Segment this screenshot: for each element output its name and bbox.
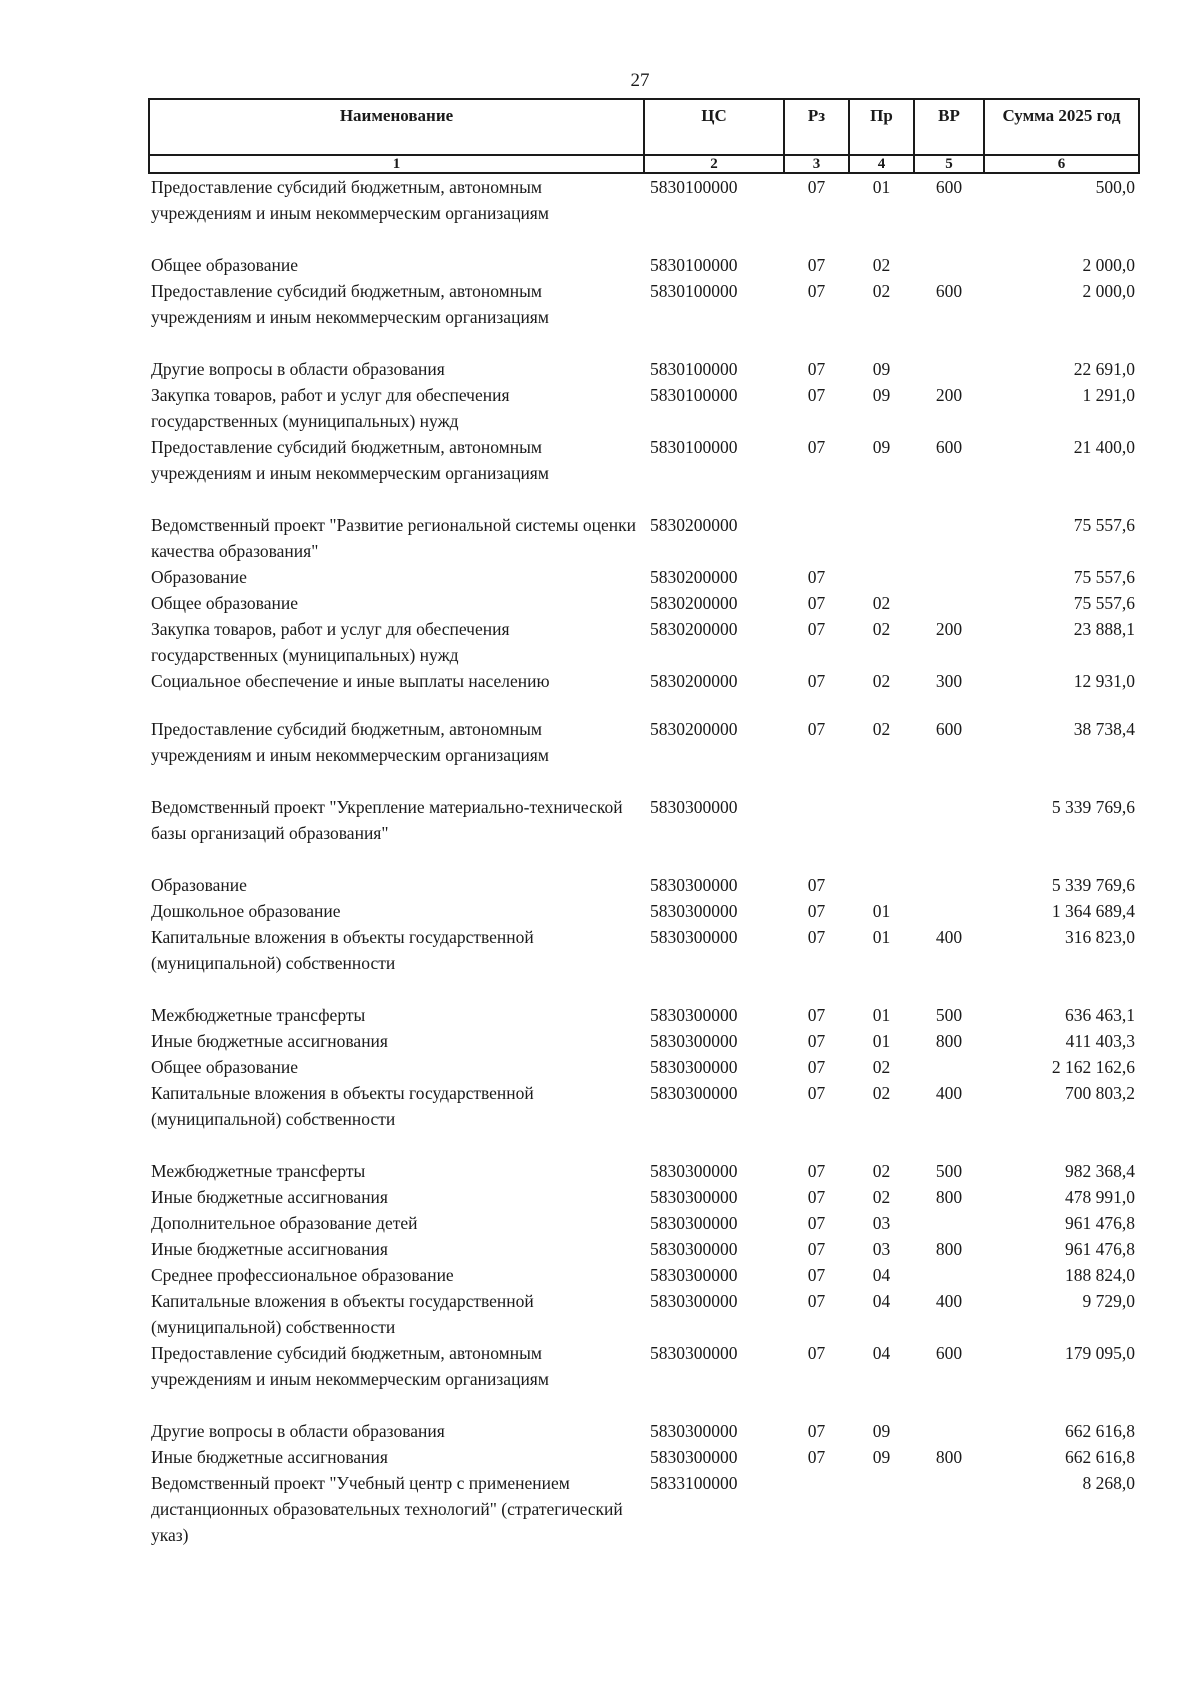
cell-pr: 02	[872, 281, 891, 301]
cell-pr: 01	[872, 927, 891, 947]
cell-sum: 2 000,0	[1082, 281, 1135, 301]
spacer-cell	[149, 226, 1139, 252]
cell-name: Другие вопросы в области образования	[151, 359, 445, 379]
cell-sum: 38 738,4	[1073, 719, 1135, 739]
table-row	[149, 716, 1139, 768]
cell-sum: 500,0	[1095, 177, 1135, 197]
column-number: 4	[849, 155, 914, 173]
cell-vr: 800	[935, 1187, 963, 1207]
cell-name: Закупка товаров, работ и услуг для обеспечения государственных (муниципальных) нужд	[151, 385, 510, 431]
table-row	[149, 1210, 1139, 1236]
cell-rz: 07	[807, 255, 826, 275]
cell-vr: 800	[935, 1239, 963, 1259]
cell-cs: 5830300000	[650, 875, 738, 895]
cell-rz: 07	[807, 1291, 826, 1311]
cell-vr	[914, 1054, 984, 1080]
table-row	[149, 278, 1139, 330]
cell-sum: 411 403,3	[1065, 1031, 1135, 1051]
table-row	[149, 872, 1139, 898]
cell-pr	[849, 564, 914, 590]
cell-pr: 01	[872, 1005, 891, 1025]
cell-vr: 400	[935, 927, 963, 947]
cell-rz: 07	[807, 437, 826, 457]
cell-sum: 2 162 162,6	[1051, 1057, 1135, 1077]
cell-pr: 02	[872, 1161, 891, 1181]
cell-cs: 5830300000	[650, 901, 738, 921]
cell-cs: 5830200000	[650, 593, 738, 613]
table-row	[149, 1418, 1139, 1444]
cell-pr	[849, 794, 914, 846]
column-number: 3	[784, 155, 849, 173]
header-vr: ВР	[914, 99, 984, 155]
cell-name: Иные бюджетные ассигнования	[151, 1447, 388, 1467]
cell-name: Иные бюджетные ассигнования	[151, 1187, 388, 1207]
row-spacer	[149, 486, 1139, 512]
cell-rz: 07	[807, 1187, 826, 1207]
cell-sum: 662 616,8	[1065, 1421, 1135, 1441]
cell-vr	[914, 252, 984, 278]
cell-rz: 07	[807, 1447, 826, 1467]
cell-vr	[914, 356, 984, 382]
cell-name: Капитальные вложения в объекты государственной (муниципальной) собственности	[151, 927, 534, 973]
cell-pr: 02	[872, 255, 891, 275]
row-spacer	[149, 846, 1139, 872]
cell-sum: 636 463,1	[1065, 1005, 1135, 1025]
spacer-cell	[149, 694, 1139, 716]
cell-pr: 04	[872, 1343, 891, 1363]
table-row	[149, 1340, 1139, 1392]
cell-name: Общее образование	[151, 255, 298, 275]
cell-cs: 5830200000	[650, 619, 738, 639]
cell-vr: 400	[935, 1083, 963, 1103]
cell-pr: 01	[872, 177, 891, 197]
table-header	[149, 99, 1139, 173]
row-spacer	[149, 330, 1139, 356]
cell-cs: 5830300000	[650, 1213, 738, 1233]
cell-sum: 316 823,0	[1065, 927, 1135, 947]
cell-name: Капитальные вложения в объекты государственной (муниципальной) собственности	[151, 1291, 534, 1337]
cell-name: Предоставление субсидий бюджетным, автономным учреждениям и иным некоммерческим организациям	[151, 1343, 549, 1389]
cell-sum: 1 291,0	[1082, 385, 1135, 405]
cell-sum: 1 364 689,4	[1051, 901, 1135, 921]
table-row	[149, 1028, 1139, 1054]
spacer-cell	[149, 768, 1139, 794]
cell-vr: 500	[935, 1005, 963, 1025]
table-row	[149, 1444, 1139, 1470]
table-row	[149, 512, 1139, 564]
cell-vr: 500	[935, 1161, 963, 1181]
cell-sum: 478 991,0	[1065, 1187, 1135, 1207]
cell-vr: 800	[935, 1031, 963, 1051]
cell-pr	[849, 512, 914, 564]
table-row	[149, 564, 1139, 590]
cell-cs: 5830200000	[650, 719, 738, 739]
cell-rz: 07	[807, 1005, 826, 1025]
cell-name: Закупка товаров, работ и услуг для обеспечения государственных (муниципальных) нужд	[151, 619, 510, 665]
cell-sum: 961 476,8	[1065, 1213, 1135, 1233]
cell-vr: 600	[935, 1343, 963, 1363]
cell-name: Ведомственный проект "Укрепление материально-технической базы организаций образования"	[151, 797, 623, 843]
cell-rz: 07	[807, 385, 826, 405]
table-row	[149, 924, 1139, 976]
table-row	[149, 1470, 1139, 1548]
cell-name: Капитальные вложения в объекты государственной (муниципальной) собственности	[151, 1083, 534, 1129]
cell-rz: 07	[807, 1213, 826, 1233]
cell-sum: 75 557,6	[1073, 567, 1135, 587]
cell-vr	[914, 1470, 984, 1548]
cell-sum: 5 339 769,6	[1051, 797, 1135, 817]
cell-rz: 07	[807, 567, 826, 587]
cell-pr: 02	[872, 619, 891, 639]
table-row	[149, 1262, 1139, 1288]
cell-rz: 07	[807, 1265, 826, 1285]
table-row	[149, 173, 1139, 226]
cell-rz: 07	[807, 593, 826, 613]
cell-sum: 75 557,6	[1073, 515, 1135, 535]
cell-cs: 5830300000	[650, 1421, 738, 1441]
cell-cs: 5830300000	[650, 1187, 738, 1207]
cell-name: Дополнительное образование детей	[151, 1213, 418, 1233]
cell-name: Социальное обеспечение и иные выплаты населению	[151, 671, 550, 691]
cell-cs: 5830300000	[650, 1265, 738, 1285]
cell-pr: 03	[872, 1239, 891, 1259]
column-number: 5	[914, 155, 984, 173]
column-number: 1	[149, 155, 644, 173]
cell-pr: 03	[872, 1213, 891, 1233]
cell-cs: 5830300000	[650, 797, 738, 817]
cell-vr: 600	[935, 177, 963, 197]
cell-rz: 07	[807, 1031, 826, 1051]
cell-cs: 5830200000	[650, 567, 738, 587]
cell-cs: 5830300000	[650, 1343, 738, 1363]
cell-cs: 5830300000	[650, 927, 738, 947]
cell-name: Ведомственный проект "Развитие региональной системы оценки качества образования"	[151, 515, 636, 561]
cell-pr: 01	[872, 901, 891, 921]
cell-sum: 982 368,4	[1065, 1161, 1135, 1181]
cell-vr: 600	[935, 281, 963, 301]
cell-vr: 200	[935, 619, 963, 639]
cell-sum: 5 339 769,6	[1051, 875, 1135, 895]
cell-rz: 07	[807, 359, 826, 379]
row-spacer	[149, 768, 1139, 794]
cell-name: Межбюджетные трансферты	[151, 1005, 366, 1025]
cell-pr: 02	[872, 719, 891, 739]
table-row	[149, 1002, 1139, 1028]
cell-cs: 5830300000	[650, 1161, 738, 1181]
cell-vr: 600	[935, 719, 963, 739]
column-number: 6	[984, 155, 1139, 173]
table-row	[149, 434, 1139, 486]
cell-name: Общее образование	[151, 593, 298, 613]
cell-pr: 04	[872, 1291, 891, 1311]
spacer-cell	[149, 1132, 1139, 1158]
cell-name: Предоставление субсидий бюджетным, автономным учреждениям и иным некоммерческим организациям	[151, 719, 549, 765]
cell-sum: 12 931,0	[1073, 671, 1135, 691]
table-row	[149, 1184, 1139, 1210]
cell-rz: 07	[807, 875, 826, 895]
table-row	[149, 1158, 1139, 1184]
row-spacer	[149, 694, 1139, 716]
header-pr: Пр	[849, 99, 914, 155]
cell-pr: 02	[872, 671, 891, 691]
cell-rz: 07	[807, 177, 826, 197]
cell-sum: 179 095,0	[1065, 1343, 1135, 1363]
spacer-cell	[149, 486, 1139, 512]
cell-cs: 5830100000	[650, 177, 738, 197]
cell-cs: 5830300000	[650, 1239, 738, 1259]
cell-name: Предоставление субсидий бюджетным, автономным учреждениям и иным некоммерческим организациям	[151, 437, 549, 483]
cell-rz: 07	[807, 1239, 826, 1259]
cell-vr	[914, 512, 984, 564]
cell-vr	[914, 872, 984, 898]
cell-cs: 5830300000	[650, 1031, 738, 1051]
table-row	[149, 356, 1139, 382]
cell-sum: 662 616,8	[1065, 1447, 1135, 1467]
cell-rz: 07	[807, 901, 826, 921]
spacer-cell	[149, 330, 1139, 356]
spacer-cell	[149, 846, 1139, 872]
table-row	[149, 382, 1139, 434]
cell-cs: 5830300000	[650, 1005, 738, 1025]
row-spacer	[149, 1132, 1139, 1158]
cell-cs: 5830300000	[650, 1083, 738, 1103]
cell-cs: 5830100000	[650, 359, 738, 379]
cell-vr	[914, 794, 984, 846]
cell-rz	[784, 794, 849, 846]
cell-vr	[914, 1210, 984, 1236]
cell-pr: 02	[872, 1187, 891, 1207]
cell-vr	[914, 564, 984, 590]
cell-vr	[914, 590, 984, 616]
cell-cs: 5833100000	[650, 1473, 738, 1493]
cell-sum: 188 824,0	[1065, 1265, 1135, 1285]
cell-name: Другие вопросы в области образования	[151, 1421, 445, 1441]
table-row	[149, 616, 1139, 668]
cell-pr: 02	[872, 593, 891, 613]
cell-sum: 961 476,8	[1065, 1239, 1135, 1259]
cell-sum: 2 000,0	[1082, 255, 1135, 275]
budget-table	[148, 98, 1140, 1548]
header-cs: ЦС	[644, 99, 784, 155]
page-number: 27	[630, 70, 650, 91]
row-spacer	[149, 976, 1139, 1002]
header-rz: Рз	[784, 99, 849, 155]
cell-name: Образование	[151, 875, 247, 895]
table-row	[149, 590, 1139, 616]
cell-vr	[914, 1262, 984, 1288]
cell-cs: 5830200000	[650, 515, 738, 535]
cell-sum: 8 268,0	[1082, 1473, 1135, 1493]
table-row	[149, 1288, 1139, 1340]
cell-pr: 02	[872, 1057, 891, 1077]
cell-cs: 5830300000	[650, 1057, 738, 1077]
cell-sum: 21 400,0	[1073, 437, 1135, 457]
cell-cs: 5830100000	[650, 255, 738, 275]
cell-name: Дошкольное образование	[151, 901, 341, 921]
cell-pr: 09	[872, 359, 891, 379]
cell-rz	[784, 1470, 849, 1548]
header-sum: Сумма 2025 год	[984, 99, 1139, 155]
cell-name: Иные бюджетные ассигнования	[151, 1031, 388, 1051]
cell-vr: 600	[935, 437, 963, 457]
cell-name: Межбюджетные трансферты	[151, 1161, 366, 1181]
cell-pr: 02	[872, 1083, 891, 1103]
table-row	[149, 1080, 1139, 1132]
cell-name: Предоставление субсидий бюджетным, автономным учреждениям и иным некоммерческим организациям	[151, 281, 549, 327]
cell-vr: 400	[935, 1291, 963, 1311]
cell-pr: 04	[872, 1265, 891, 1285]
table-body	[149, 173, 1139, 1548]
cell-cs: 5830100000	[650, 437, 738, 457]
column-number: 2	[644, 155, 784, 173]
cell-cs: 5830100000	[650, 281, 738, 301]
cell-cs: 5830300000	[650, 1447, 738, 1467]
cell-rz: 07	[807, 281, 826, 301]
cell-pr: 09	[872, 1447, 891, 1467]
table-row	[149, 1236, 1139, 1262]
cell-vr: 200	[935, 385, 963, 405]
cell-pr: 09	[872, 1421, 891, 1441]
cell-name: Ведомственный проект "Учебный центр с применением дистанционных образовательных технологий" (стратегический указ)	[151, 1473, 623, 1545]
table-row	[149, 794, 1139, 846]
cell-pr: 09	[872, 437, 891, 457]
cell-vr	[914, 898, 984, 924]
cell-rz: 07	[807, 719, 826, 739]
cell-sum: 700 803,2	[1065, 1083, 1135, 1103]
cell-cs: 5830100000	[650, 385, 738, 405]
cell-name: Среднее профессиональное образование	[151, 1265, 454, 1285]
cell-cs: 5830300000	[650, 1291, 738, 1311]
header-name: Наименование	[149, 99, 644, 155]
cell-rz: 07	[807, 1057, 826, 1077]
cell-sum: 9 729,0	[1082, 1291, 1135, 1311]
cell-pr	[849, 1470, 914, 1548]
cell-cs: 5830200000	[650, 671, 738, 691]
cell-pr: 09	[872, 385, 891, 405]
table-row	[149, 668, 1139, 694]
cell-rz: 07	[807, 619, 826, 639]
cell-rz: 07	[807, 1161, 826, 1181]
cell-name: Образование	[151, 567, 247, 587]
cell-rz: 07	[807, 671, 826, 691]
cell-name: Предоставление субсидий бюджетным, автономным учреждениям и иным некоммерческим организациям	[151, 177, 549, 223]
row-spacer	[149, 226, 1139, 252]
cell-name: Общее образование	[151, 1057, 298, 1077]
spacer-cell	[149, 1392, 1139, 1418]
cell-rz: 07	[807, 1343, 826, 1363]
cell-sum: 23 888,1	[1073, 619, 1135, 639]
cell-pr	[849, 872, 914, 898]
cell-sum: 75 557,6	[1073, 593, 1135, 613]
table-row	[149, 1054, 1139, 1080]
cell-vr: 300	[935, 671, 963, 691]
cell-rz: 07	[807, 1421, 826, 1441]
cell-rz: 07	[807, 927, 826, 947]
cell-vr	[914, 1418, 984, 1444]
table-row	[149, 898, 1139, 924]
row-spacer	[149, 1392, 1139, 1418]
spacer-cell	[149, 976, 1139, 1002]
cell-name: Иные бюджетные ассигнования	[151, 1239, 388, 1259]
cell-vr: 800	[935, 1447, 963, 1467]
table-row	[149, 252, 1139, 278]
cell-rz: 07	[807, 1083, 826, 1103]
cell-rz	[784, 512, 849, 564]
cell-sum: 22 691,0	[1073, 359, 1135, 379]
cell-pr: 01	[872, 1031, 891, 1051]
